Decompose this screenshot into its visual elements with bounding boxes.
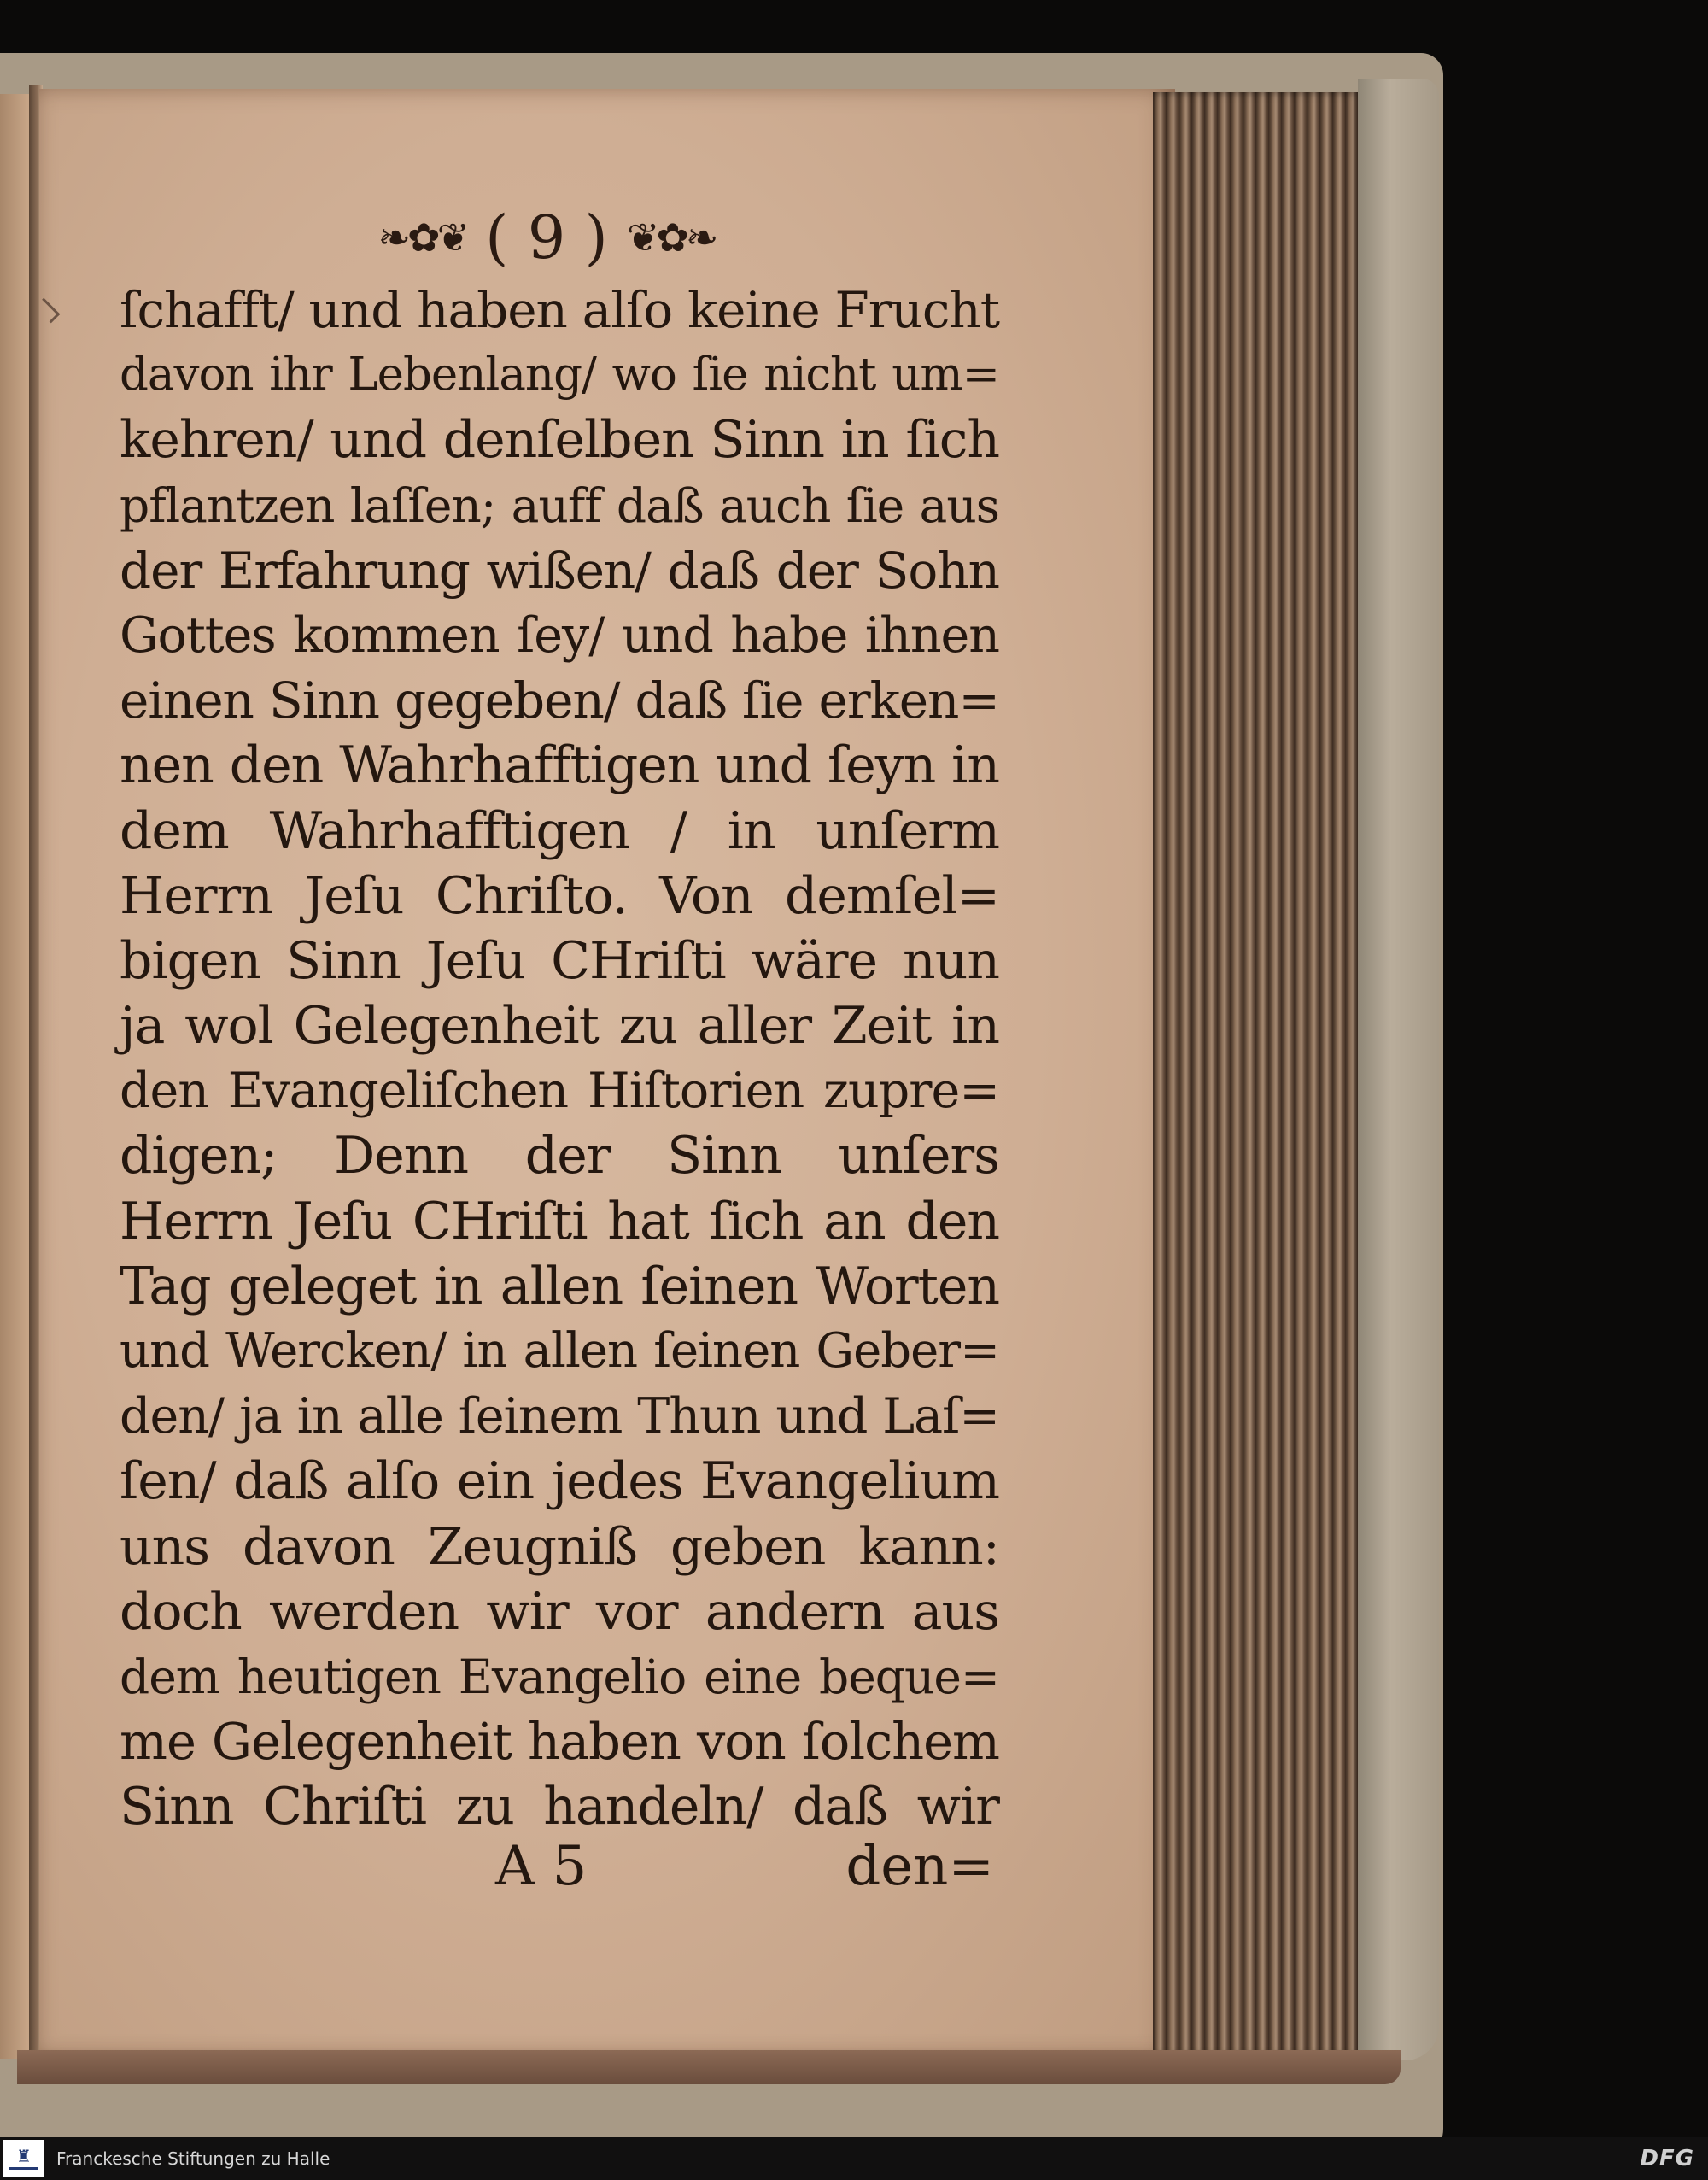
page-footer [495,1828,1008,1905]
text-line: digen; Denn der Sinn unſers [120,1126,999,1187]
text-line: doch werden wir vor andern aus [120,1581,999,1642]
page-edges [1153,92,1362,2057]
body-text [120,278,999,1840]
text-line: dem heutigen Evangelio eine beque= [120,1649,999,1704]
ornament-left-icon: ❧✿❦ [377,214,467,261]
text-line: Gottes kommen ſey/ und habe ihnen [120,607,999,664]
text-line: bigen Sinn Jeſu CHriſti wäre nun [120,930,999,991]
text-line: Tag geleget in allen ſeinen Worten [120,1256,999,1316]
text-line: pflantzen laſſen; auff daß auch ſie aus [120,478,999,533]
text-line: ſen/ daß alſo ein jedes Evangelium [120,1451,999,1512]
text-line: den Evangeliſchen Hiſtorien zupre= [120,1063,999,1120]
orphanage-emblem-icon: ♜ [16,2146,32,2166]
page-number: ( 9 ) [485,202,608,272]
bottom-cover-board [17,2050,1401,2084]
institution-logo [3,2140,44,2177]
institution-name: Franckesche Stiftungen zu Halle [56,2148,330,2169]
text-line: Herrn Jeſu CHriſti hat ſich an den [120,1191,999,1251]
logo-rule [9,2167,38,2170]
text-line: einen Sinn gegeben/ daß ſie erken= [120,671,999,730]
catchword: den= [845,1835,994,1898]
text-line: nen den Wahrhafftigen und ſeyn in [120,735,999,796]
signature-mark: A 5 [495,1835,588,1898]
text-line: ja wol Gelegenheit zu aller Zeit in [120,996,999,1057]
text-line: Sinn Chriſti zu handeln/ daß wir [120,1777,999,1837]
dfg-logo: DFG [1640,2146,1694,2171]
text-line: me Gelegenheit haben von ſolchem [120,1712,999,1772]
text-line: der Erfahrung wißen/ daß der Sohn [120,541,999,600]
text-line: uns davon Zeugniß geben kann: [120,1516,999,1577]
text-line: dem Wahrhafftigen / in unſerm [120,800,999,861]
ornament-right-icon: ❦✿❧ [626,214,716,261]
text-line: davon ihr Lebenlang/ wo ſie nicht um= [120,349,999,401]
facing-page-edge [0,94,31,2059]
page-header [359,195,734,280]
back-cover [1358,79,1439,2060]
text-line: ſchafft/ und haben alſo keine Frucht [120,281,999,339]
archive-bar [0,2137,1708,2180]
text-line: und Wercken/ in allen ſeinen Geber= [120,1323,999,1379]
text-line: kehren/ und denſelben Sinn in ſich [120,410,999,471]
text-line: Herrn Jeſu Chriſto. Von demſel= [120,865,999,926]
text-line: den/ ja in alle ſeinem Thun und Laſ= [120,1388,999,1445]
